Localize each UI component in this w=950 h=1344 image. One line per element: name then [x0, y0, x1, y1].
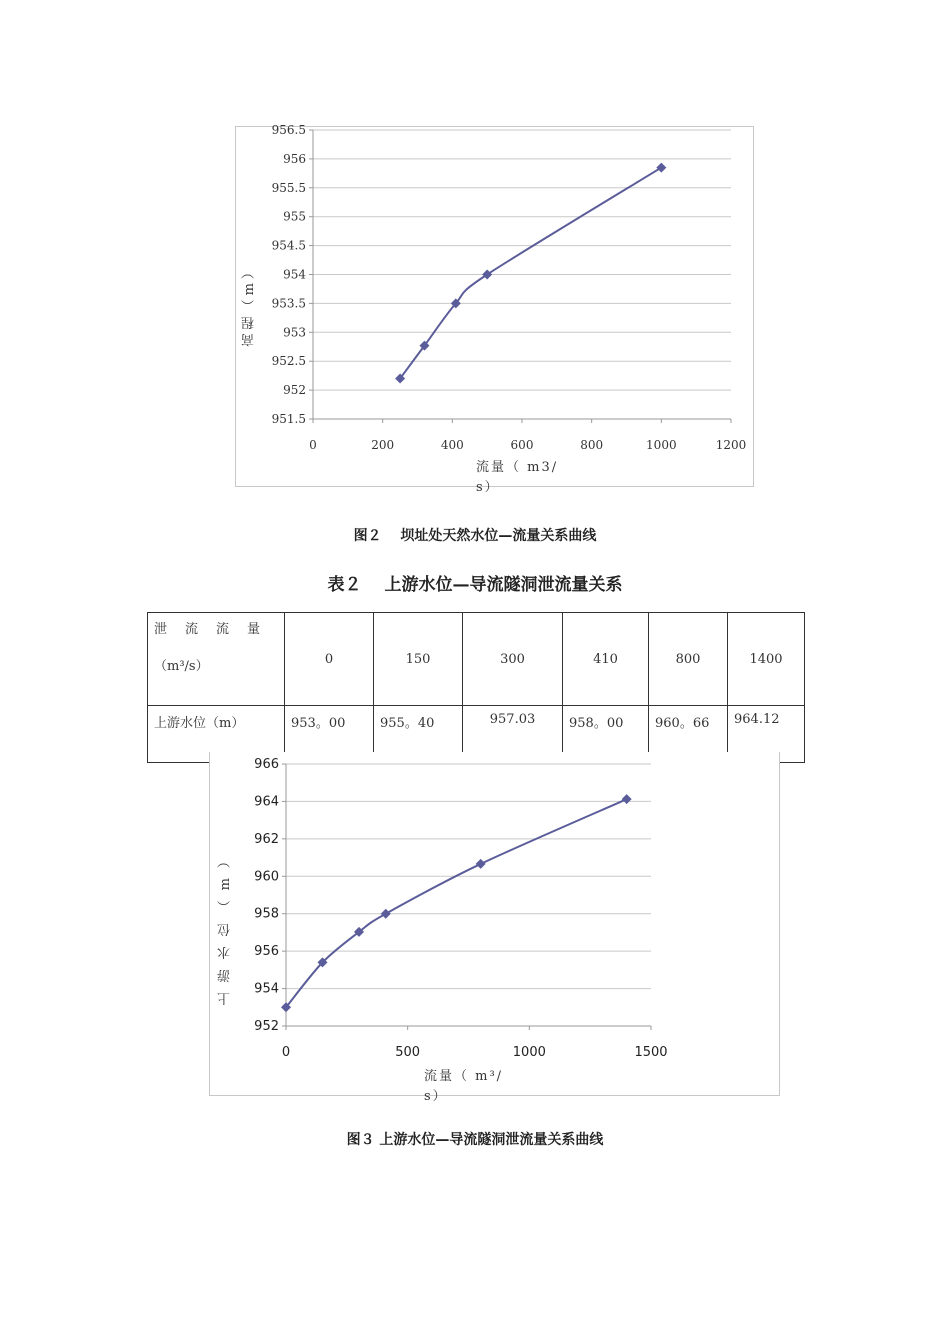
y-tick-label: 956 [254, 944, 279, 960]
y-tick-label: 958 [254, 906, 279, 922]
x-tick-label: 0 [281, 1045, 291, 1060]
y-tick-label: 954 [283, 267, 306, 282]
figure2-ylabel: 高程（m） [242, 262, 257, 347]
y-tick-label: 955.5 [271, 180, 306, 195]
flow-cell: 0 [285, 613, 374, 706]
y-tick-label: 953.5 [271, 296, 306, 311]
series-line [286, 799, 627, 1007]
y-tick-label: 962 [254, 831, 279, 847]
flow-cell: 410 [563, 613, 649, 706]
header-unit: （m³/s） [154, 659, 209, 674]
y-tick-label: 954 [254, 981, 279, 997]
y-tick-label: 954.5 [271, 238, 306, 253]
figure2-caption: 图２ 坝址处天然水位—流量关系曲线 [353, 528, 597, 544]
figure3-ylabel: 上游水位（m） [218, 845, 233, 1006]
x-tick-label: 500 [395, 1045, 421, 1060]
flow-cell: 1400 [728, 613, 805, 706]
flow-cell: 150 [374, 613, 463, 706]
x-tick-label: 400 [440, 438, 464, 452]
y-tick-label: 955 [283, 209, 306, 224]
level-cell: 957.03 [463, 706, 563, 763]
x-tick-label: 600 [510, 438, 534, 452]
y-tick-label: 960 [254, 869, 279, 885]
x-tick-label: 1000 [512, 1045, 546, 1060]
figure2-xlabel-line1: 流量（ m3/ [476, 460, 559, 475]
level-cell: 960。66 [649, 706, 728, 763]
data-point-marker [622, 794, 632, 804]
level-cell: 964.12 [728, 706, 805, 763]
y-tick-label: 966 [254, 757, 279, 772]
x-tick-label: 200 [371, 438, 395, 452]
flow-cell: 800 [649, 613, 728, 706]
level-cell: 953。00 [285, 706, 374, 763]
x-tick-label: 0 [309, 438, 317, 452]
y-tick-label: 956 [283, 151, 306, 166]
flow-cell: 300 [463, 613, 563, 706]
figure3-xlabel-line2: s） [424, 1089, 448, 1104]
y-tick-label: 964 [254, 794, 279, 810]
y-tick-label: 952.5 [271, 354, 306, 369]
y-tick-label: 952 [283, 383, 306, 398]
x-tick-label: 1500 [634, 1045, 668, 1060]
x-tick-label: 1200 [715, 438, 747, 452]
y-tick-label: 953 [283, 325, 306, 340]
y-tick-label: 956.5 [271, 123, 306, 137]
y-tick-label: 951.5 [271, 412, 306, 426]
y-tick-label: 952 [254, 1019, 279, 1034]
row-label: 上游水位（m） [148, 706, 285, 763]
table2-title: 表２ 上游水位—导流隧洞泄流量关系 [327, 575, 623, 595]
data-point-marker [381, 909, 391, 919]
data-point-marker [476, 859, 486, 869]
figure3-xlabel-line1: 流量（ m³/ [424, 1069, 504, 1084]
header-label: 泄流流量 [154, 622, 279, 637]
figure3-xlabel [424, 1067, 503, 1107]
x-tick-label: 1000 [646, 438, 677, 452]
level-cell: 958。00 [563, 706, 649, 763]
figure2-xlabel-line2: s） [476, 480, 500, 495]
figure3-caption: 图３ 上游水位—导流隧洞泄流量关系曲线 [346, 1132, 604, 1148]
level-cell: 955。40 [374, 706, 463, 763]
x-tick-label: 800 [580, 438, 604, 452]
